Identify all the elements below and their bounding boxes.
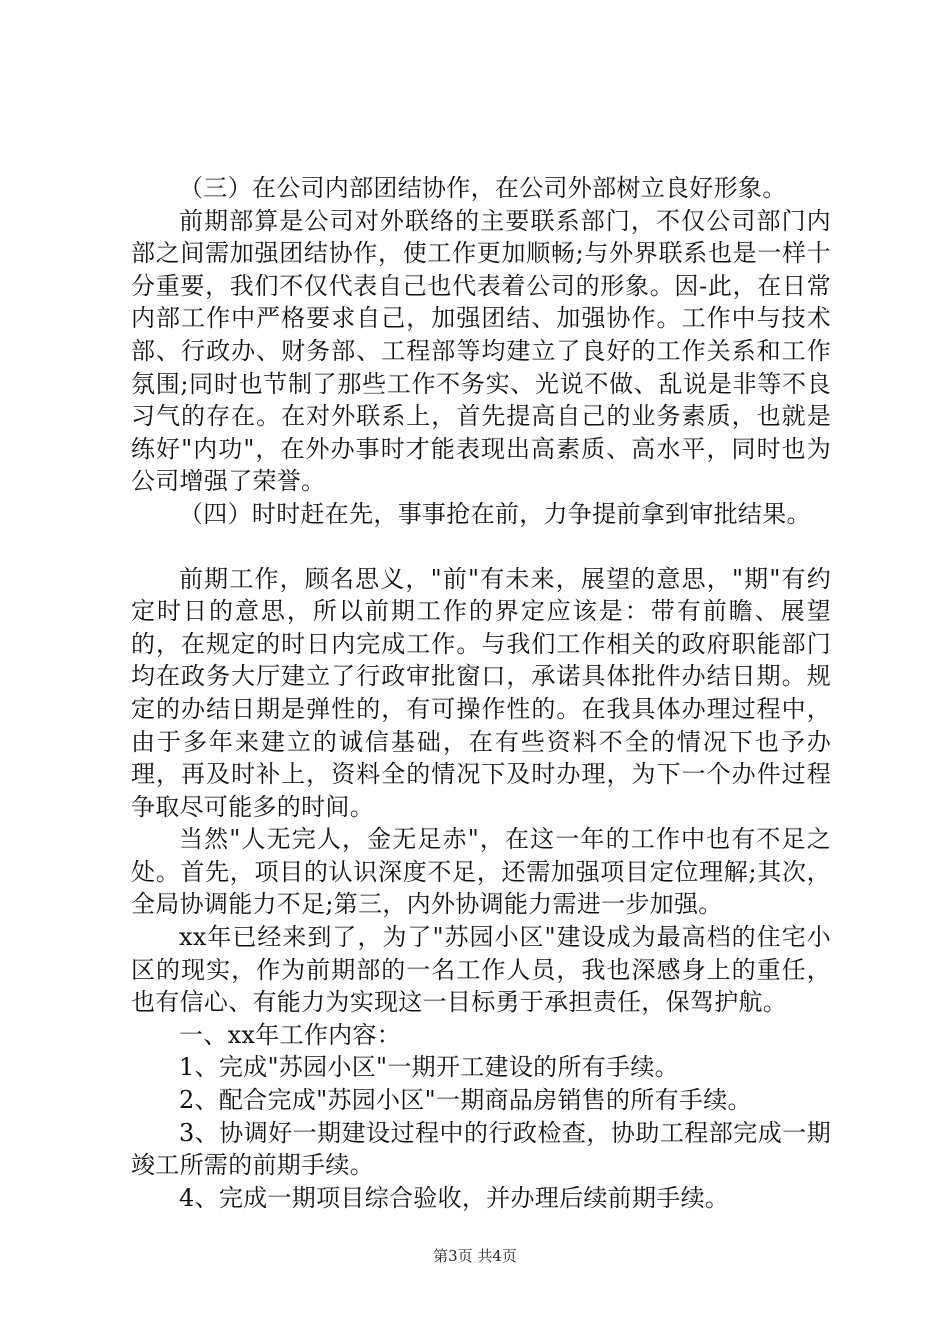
paragraph: 当然"人无完人，金无足赤"，在这一年的工作中也有不足之处。首先，项目的认识深度不足，还需加强项目定位理解;其次，全局协调能力不足;第三，内外协调能力需进一步加强。	[131, 825, 831, 919]
document-body	[131, 172, 831, 1214]
list-item: 2、配合完成"苏园小区"一期商品房销售的所有手续。	[179, 1086, 752, 1115]
paragraph: 前期部算是公司对外联络的主要联系部门，不仅公司部门内部之间需加强团结协作，使工作更加顺畅;与外界联系也是一样十分重要，我们不仅代表自己也代表着公司的形象。因-此，在日常内部工作中严格要求自己，加强团结、加强协作。工作中与技术部、行政办、财务部、工程部等均建立了良好的工作关系和工作氛围;同时也节制了那些工作不务实、光说不做、乱说是非等不良习气的存在。在对外联系上，首先提高自己的业务素质，也就是练好"内功"，在外办事时才能表现出高素质、高水平，同时也为公司增强了荣誉。	[131, 206, 831, 496]
list-heading: 一、xx年工作内容：	[179, 1020, 402, 1049]
list-item: 1、完成"苏园小区"一期开工建设的所有手续。	[179, 1053, 679, 1082]
list-item: 4、完成一期项目综合验收，并办理后续前期手续。	[179, 1183, 730, 1212]
section-heading-4: （四）时时赶在先，事事抢在前，力争提前拿到审批结果。	[179, 499, 811, 528]
paragraph: xx年已经来到了，为了"苏园小区"建设成为最高档的住宅小区的现实，作为前期部的一名工作人员，我也深感身上的重任，也有信心、有能力为实现这一目标勇于承担责任，保驾护航。	[131, 923, 831, 1017]
list-item: 3、协调好一期建设过程中的行政检查，协助工程部完成一期竣工所需的前期手续。	[131, 1118, 831, 1180]
page-number-footer: 第3页 共4页	[433, 1247, 517, 1265]
section-heading-3: （三）在公司内部团结协作，在公司外部树立良好形象。	[179, 174, 787, 202]
paragraph: 前期工作，顾名思义，"前"有未来，展望的意思，"期"有约定时日的意思，所以前期工作的界定应该是：带有前瞻、展望的，在规定的时日内完成工作。与我们工作相关的政府职能部门均在政务大厅建立了行政审批窗口，承诺具体批件办结日期。规定的办结日期是弹性的，有可操作性的。在我具体办理过程中，由于多年来建立的诚信基础，在有些资料不全的情况下也予办理，再及时补上，资料全的情况下及时办理，为下一个办件过程争取尽可能多的时间。	[131, 564, 831, 821]
